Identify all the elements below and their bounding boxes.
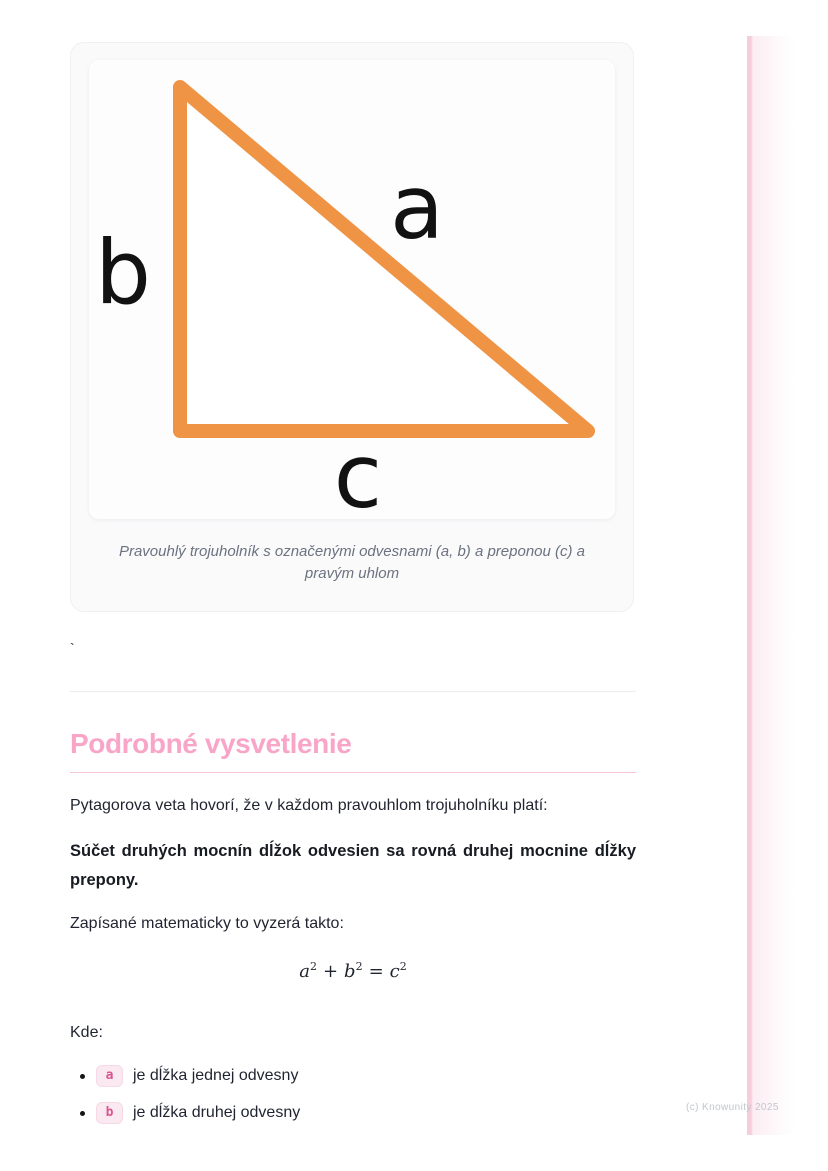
formula-var-a: a	[299, 961, 310, 982]
formula-var-b: b	[344, 961, 356, 982]
section-divider	[70, 691, 636, 692]
variable-definitions-list	[70, 1064, 636, 1125]
triangle-shape	[180, 87, 588, 431]
section-heading: Podrobné vysvetlenie	[70, 728, 636, 773]
bullet-text: je dĺžka jednej odvesny	[133, 1067, 299, 1084]
list-item	[70, 1101, 636, 1125]
pre-formula-paragraph: Zapísané matematicky to vyzerá takto:	[70, 915, 344, 932]
triangle-label-c: c	[333, 425, 383, 519]
intro-paragraph: Pytagorova veta hovorí, že v každom pravouhlom trojuholníku platí:	[70, 797, 548, 814]
pythagorean-formula	[70, 961, 636, 982]
variable-badge-a: a	[96, 1065, 123, 1087]
bullet-text: je dĺžka druhej odvesny	[133, 1104, 301, 1121]
stray-character: `	[70, 640, 75, 656]
right-triangle-figure	[89, 60, 615, 519]
triangle-label-b: b	[95, 221, 151, 324]
bullet-icon	[80, 1111, 85, 1116]
formula-exp-b: 2	[355, 960, 363, 973]
variable-badge-b: b	[96, 1102, 123, 1124]
theorem-statement: Súčet druhých mocnín dĺžok odvesien sa rovná druhej mocnine dĺžky prepony.	[70, 842, 636, 889]
content-column	[70, 0, 636, 1138]
plus-operator: +	[322, 961, 339, 982]
formula-exp-a: 2	[309, 960, 317, 973]
right-margin-accent-band	[747, 36, 795, 1135]
watermark: (c) Knowunity 2025	[686, 1102, 779, 1113]
equals-operator: =	[368, 961, 384, 982]
figure-image-panel	[89, 60, 615, 519]
list-item	[70, 1064, 636, 1088]
bullet-icon	[80, 1074, 85, 1079]
figure-caption: Pravouhlý trojuholník s označenými odvesnami (a, b) a preponou (c) a pravým uhlom	[118, 543, 586, 582]
triangle-label-a: a	[390, 156, 444, 259]
formula-exp-c: 2	[399, 960, 407, 973]
figure-card	[70, 42, 634, 612]
where-label: Kde:	[70, 1024, 103, 1041]
formula-var-c: c	[389, 961, 400, 982]
